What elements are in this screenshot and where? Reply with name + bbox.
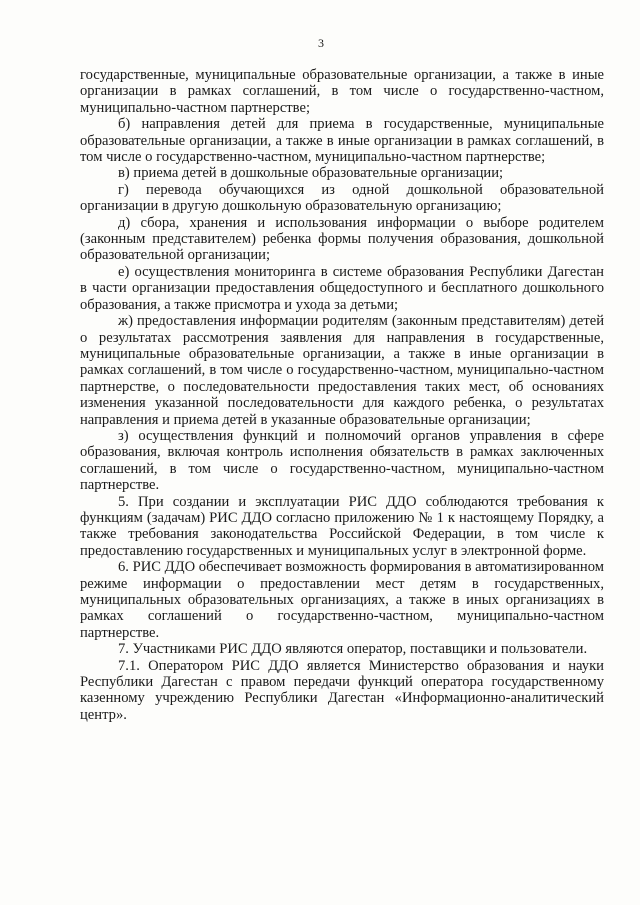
paragraph-clause-7-1: 7.1. Оператором РИС ДДО является Министерство образования и науки Республики Дагестан с правом передачи функций оператора государственному казенному учреждению Республики Дагестан «Информационно-аналитический центр». xyxy=(80,657,604,723)
paragraph-item-b: б) направления детей для приема в государственные, муниципальные образовательные организации, а также в иные организации в рамках соглашений, в том числе о государственно-частном, муниципально-частном партнерстве; xyxy=(80,116,604,166)
paragraph-item-e: е) осуществления мониторинга в системе образования Республики Дагестан в части организации предоставления общедоступного и бесплатного дошкольного образования, а также присмотра и ухода за детьми; xyxy=(80,263,604,313)
document-body xyxy=(80,67,604,723)
paragraph-item-g: г) перевода обучающихся из одной дошкольной образовательной организации в другую дошкольную образовательную организацию; xyxy=(80,181,604,215)
paragraph-item-z: з) осуществления функций и полномочий органов управления в сфере образования, включая контроль исполнения обязательств в рамках заключенных соглашений, в том числе о государственно-частном, муниципально-частном партнерстве. xyxy=(80,427,604,494)
paragraph-item-zh: ж) предоставления информации родителям (законным представителям) детей о результатах рассмотрения заявления для направления в государственные, муниципальные образовательные организации, а также в иные организации в рамках соглашений, в том числе о государственно-частном, муниципально-частном партнерстве, о последовательности предоставления таких мест, об основаниях изменения указанной последовательности для каждого ребенка, о результатах направления и приема детей в указанные образовательные организации; xyxy=(80,313,604,428)
paragraph-item-v: в) приема детей в дошкольные образовательные организации; xyxy=(118,165,504,182)
paragraph-item-d: д) сбора, хранения и использования информации о выборе родителем (законным представителем) ребенка формы получения образования, дошкольной образовательной организации; xyxy=(80,214,604,264)
paragraph-clause-7: 7. Участниками РИС ДДО являются оператор, поставщики и пользователи. xyxy=(118,641,588,658)
paragraph-clause-5: 5. При создании и эксплуатации РИС ДДО соблюдаются требования к функциям (задачам) РИС ДДО согласно приложению № 1 к настоящему Порядку, а также требования законодательства Российской Федерации, в том числе к предоставлению государственных и муниципальных услуг в электронной форме. xyxy=(80,493,604,559)
page-number: 3 xyxy=(318,36,324,50)
paragraph-continuation: государственные, муниципальные образовательные организации, а также в иные организации в рамках соглашений, в том числе о государственно-частном, муниципально-частном партнерстве; xyxy=(80,67,604,116)
paragraph-clause-6: 6. РИС ДДО обеспечивает возможность формирования в автоматизированном режиме информации о предоставлении мест детям в государственных, муниципальных образовательных организациях, а также в иных организациях в рамках соглашений о государственно-частном, муниципально-частном партнерстве. xyxy=(80,559,604,641)
